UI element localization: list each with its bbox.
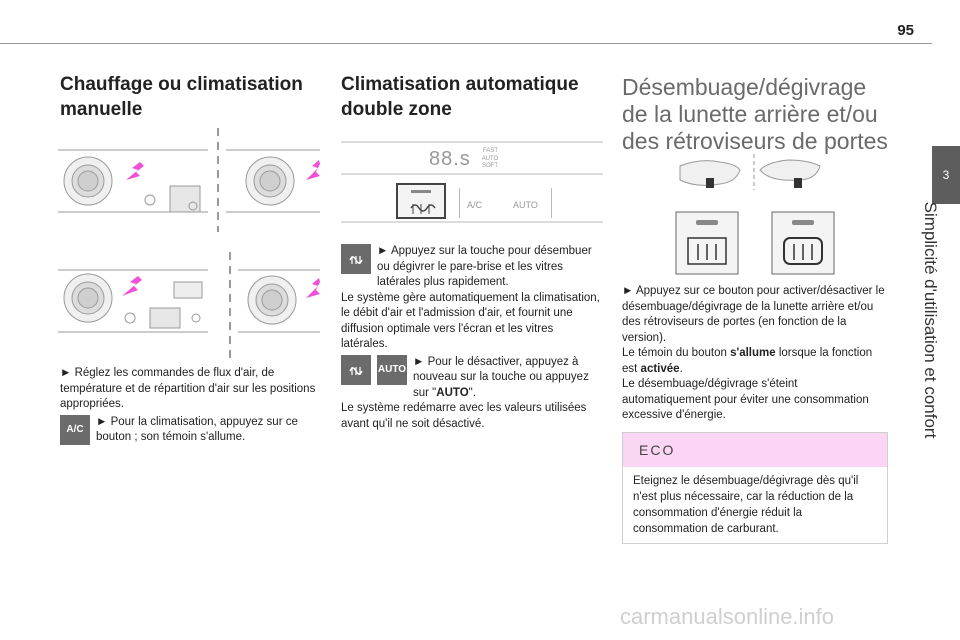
chapter-title: Simplicité d'utilisation et confort xyxy=(921,201,940,439)
rear-step-2-bold2: activée xyxy=(640,362,680,375)
panel-display: 88.s xyxy=(429,148,471,170)
rear-step-2-post: . xyxy=(679,362,683,375)
auto-step-2-bold: AUTO xyxy=(436,386,469,399)
panel-auto-label: AUTO xyxy=(513,200,538,210)
eco-text: Eteignez le désembuage/dégivrage dès qu'il n'est plus nécessaire, car la réduction de la consommation d'énergie réduit la consommation de carburant. xyxy=(633,475,859,535)
rear-step-2-mid: lorsque la fonction est xyxy=(622,347,873,375)
auto-step-2-post: ". xyxy=(468,386,476,399)
ac-key-icon: A/C xyxy=(60,415,90,445)
manual-controls-illustration xyxy=(58,128,320,360)
panel-ac-label: A/C xyxy=(467,200,483,210)
manual-step-2: ► Pour la climatisation, appuyez sur ce bouton ; son témoin s'allume. xyxy=(96,415,298,443)
auto-step-2b: Le système redémarre avec les valeurs utilisées avant qu'il ne soit désactivé. xyxy=(341,402,587,430)
panel-fast: FAST xyxy=(483,148,499,154)
eco-box xyxy=(622,432,888,544)
section-title-auto: Climatisation automatique double zone xyxy=(341,74,579,120)
watermark: carmanualsonline.info xyxy=(620,604,835,629)
chapter-tab[interactable]: 3 xyxy=(932,146,960,204)
section-title-rear-defrost: Désembuage/dégivrage de la lunette arrière et/ou des rétroviseurs de portes xyxy=(622,74,888,154)
section-title-manual: Chauffage ou climatisation manuelle xyxy=(60,74,303,120)
defrost-key-icon-2 xyxy=(341,355,371,385)
rear-step-3: Le désembuage/dégivrage s'éteint automatiquement pour éviter une consommation excessive d'énergie. xyxy=(622,378,869,421)
auto-key-icon: AUTO xyxy=(377,355,407,385)
manual-panel-drawing xyxy=(58,128,320,360)
rear-defrost-illustration xyxy=(660,154,840,278)
auto-step-1: ► Appuyez sur la touche pour désembuer ou dégivrer le pare-brise et les vitres latérales plus rapidement. xyxy=(377,245,592,288)
auto-panel-drawing xyxy=(341,134,603,230)
auto-panel-illustration xyxy=(341,134,603,230)
page-number: 95 xyxy=(897,22,914,39)
rear-defrost-drawing xyxy=(660,154,840,278)
manual-step-1: ► Réglez les commandes de flux d'air, de température et de répartition d'air sur les positions appropriées. xyxy=(60,367,316,410)
defrost-windshield-key-icon xyxy=(341,244,371,274)
eco-title: ECO xyxy=(623,433,887,467)
top-divider xyxy=(0,43,932,44)
auto-step-2-pre: ► Pour le désactiver, appuyez à nouveau sur la touche ou appuyez sur " xyxy=(413,355,589,399)
rear-step-2-pre: Le témoin du bouton xyxy=(622,347,731,359)
rear-step-1: ► Appuyez sur ce bouton pour activer/désactiver le désembuage/dégivrage de la lunette arrière et/ou des rétroviseurs de portes (en fonction de la version). xyxy=(622,285,885,344)
auto-step-1b: Le système gère automatiquement la climatisation, le débit d'air et l'admission d'air, et fournit une diffusion optimale vers l'écran et les vitres latérales. xyxy=(341,291,600,350)
panel-auto-soft: AUTO SOFT xyxy=(481,156,499,169)
rear-step-2-bold1: s'allume xyxy=(730,347,776,359)
